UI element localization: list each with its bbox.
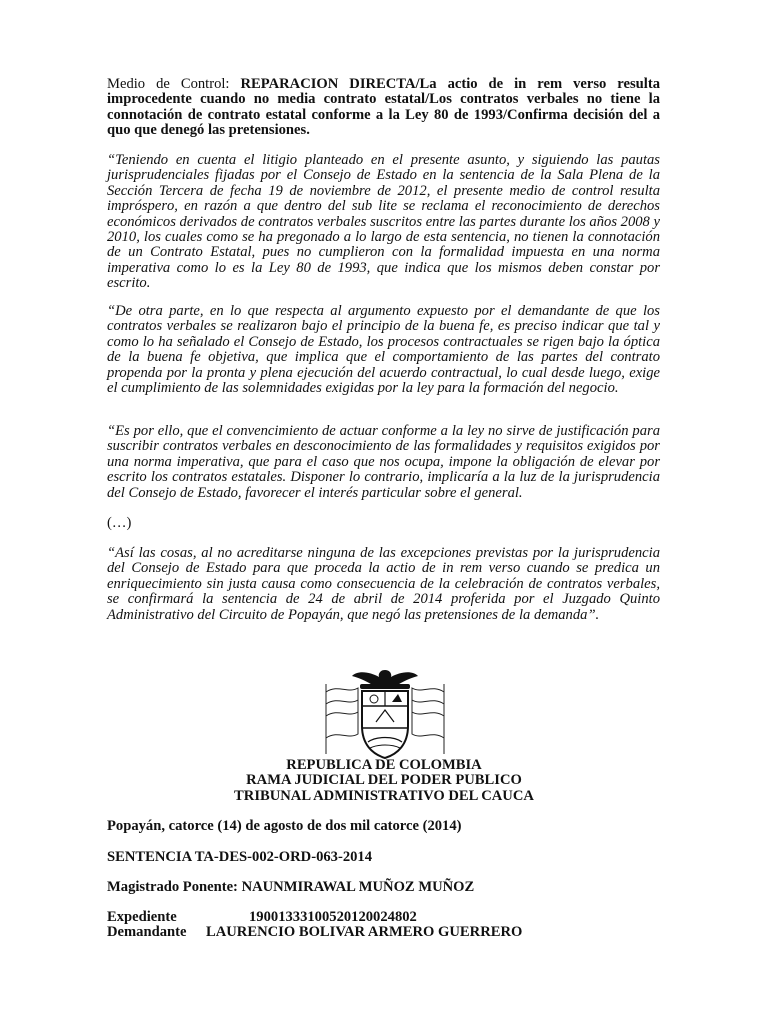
intro-paragraph bbox=[107, 77, 660, 139]
quote-paragraph-1: “Teniendo en cuenta el litigio planteado en el presente asunto, y siguiendo las pautas jurisprudenciales fijadas por el Consejo de Estado en la sentencia de la Sala Plena de la Sección Tercera de fecha 19 de noviembre de 2012, el presente medio de control resulta imprósperо, en razón a que dentro del sub lite se reclama el reconocimiento de derechos económicos derivados de contratos verbales suscritos entre las partes durante los años 2008 y 2010, los cuales como se ha pregonado a lo largo de esta sentencia, no tienen la connotación de un Contrato Estatal, pues no cumplieron con la formalidad impuesta en una norma imperativa como lo es la Ley 80 de 1993, que indica que los mismos deben constar por escrito. bbox=[107, 152, 660, 292]
expediente-line bbox=[107, 909, 417, 925]
demandante-line bbox=[107, 924, 522, 940]
ellipsis-marker: (…) bbox=[107, 515, 132, 531]
expediente-label: Expediente bbox=[107, 909, 177, 925]
expediente-value: 19001333100520120024802 bbox=[249, 909, 417, 925]
magistrate-line: Magistrado Ponente: NAUNMIRAWAL MUÑOZ MUÑOZ bbox=[107, 879, 475, 895]
intro-label: Medio de Control: bbox=[107, 76, 241, 92]
intro-bold-text: REPARACION DIRECTA/La actio de in rem verso resulta improcedente cuando no media contrato estatal/Los contratos verbales no tiene la connotación de contrato estatal conforme a la Ley 80 de 1993/Confirma decisión del a quo que denegó las pretensiones. bbox=[107, 76, 660, 139]
header-tribunal: TRIBUNAL ADMINISTRATIVO DEL CAUCA bbox=[234, 788, 534, 804]
quote-paragraph-4: “Así las cosas, al no acreditarse ninguna de las excepciones previstas por la jurisprudencia del Consejo de Estado para que proceda la actio de in rem verso cuando se predica un enriquecimiento sin justa causa como consecuencia de la celebración de contratos verbales, se confirmará la sentencia de 24 de abril de 2014 proferida por el Juzgado Quinto Administrativo del Circuito de Popayán, que negó las pretensiones de la demanda”. bbox=[107, 545, 660, 623]
header-judicial-branch: RAMA JUDICIAL DEL PODER PUBLICO bbox=[246, 772, 522, 788]
quote-paragraph-2: “De otra parte, en lo que respecta al argumento expuesto por el demandante de que los contratos verbales se realizaron bajo el principio de la buena fe, es preciso indicar que tal y como lo ha señalado el Consejo de Estado, los procesos contractuales se rigen bajo la óptica de la buena fe objetiva, que implica que el comportamiento de las partes del contrato propenda por la pronta y plena ejecución del acuerdo contractual, lo cual desde luego, exige el cumplimiento de las solemnidades exigidas por la ley para la formación del negocio. bbox=[107, 303, 660, 397]
header-republic: REPUBLICA DE COLOMBIA bbox=[286, 757, 482, 773]
quote-paragraph-3: “Es por ello, que el convencimiento de actuar conforme a la ley no sirve de justificación para suscribir contratos verbales en desconocimiento de las formalidades y requisitos exigidos por una norma imperativa, que para el caso que nos ocupa, impone la obligación de elevar por escrito los contratos estatales. Disponer lo contrario, implicaría a la luz de la jurisprudencia del Consejo de Estado, favorecer el interés particular sobre el general. bbox=[107, 423, 660, 501]
demandante-label: Demandante bbox=[107, 924, 187, 940]
colombia-coat-of-arms-icon bbox=[318, 664, 452, 762]
demandante-value: LAURENCIO BOLIVAR ARMERO GUERRERO bbox=[206, 924, 523, 940]
document-date: Popayán, catorce (14) de agosto de dos mil catorce (2014) bbox=[107, 818, 462, 834]
sentence-number: SENTENCIA TA-DES-002-ORD-063-2014 bbox=[107, 849, 373, 865]
